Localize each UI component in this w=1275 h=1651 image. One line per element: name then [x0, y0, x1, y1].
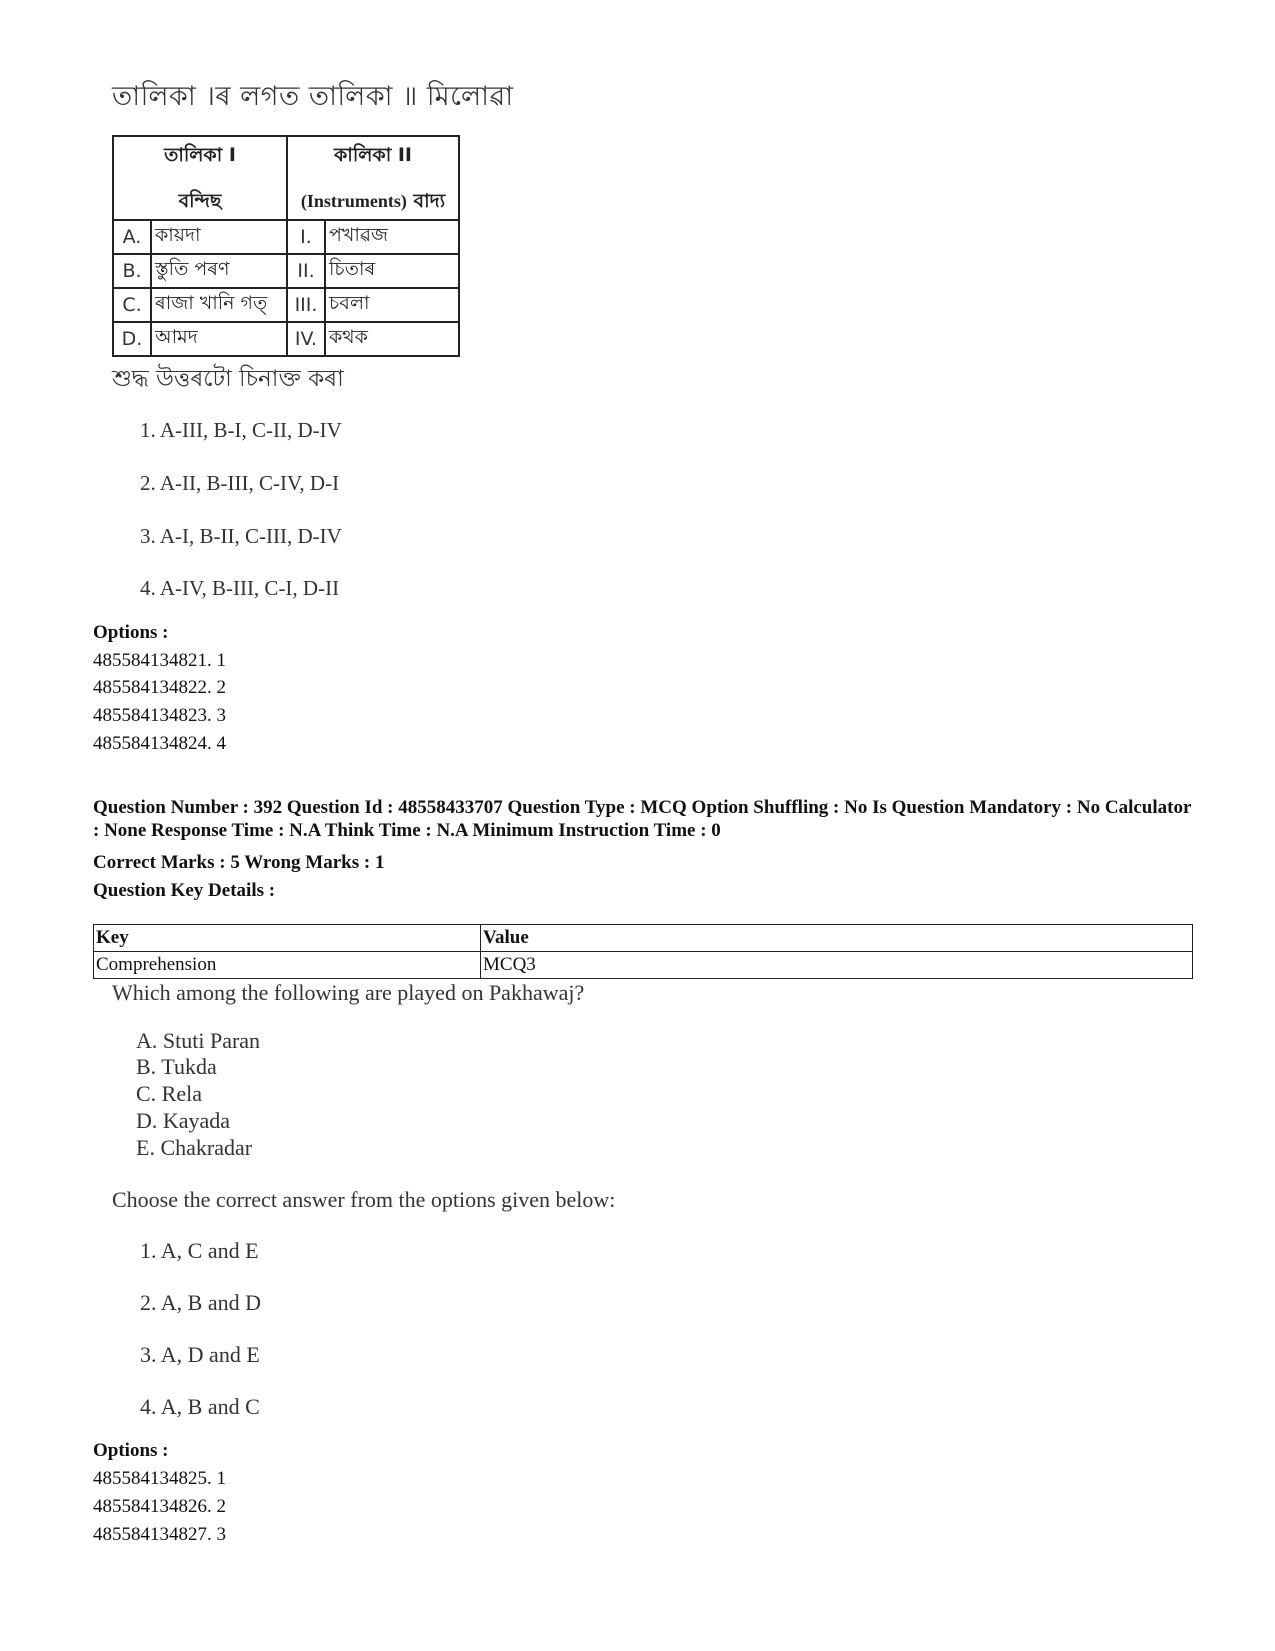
row-value: কায়দা	[151, 220, 287, 254]
row-label: II.	[287, 254, 325, 288]
row-label: A.	[113, 220, 151, 254]
q2-choose-text: Choose the correct answer from the options given below:	[112, 1187, 616, 1212]
row-label: C.	[113, 288, 151, 322]
q1-option-3: 485584134823. 3	[93, 705, 226, 726]
table-row	[113, 288, 459, 322]
table-row	[113, 254, 459, 288]
q2-item-e: E. Chakradar	[136, 1135, 253, 1160]
q2-answer-3: 3. A, D and E	[140, 1342, 260, 1367]
table-row	[94, 952, 1193, 979]
match-heading: তালিকা ।ৰ লগত তালিকা ॥ মিলোৱা	[112, 81, 514, 112]
list-2-subtitle	[291, 187, 455, 219]
q2-item-d: D. Kayada	[136, 1108, 231, 1133]
q2-marks: Correct Marks : 5 Wrong Marks : 1	[93, 852, 385, 873]
q2-answer-4: 4. A, B and C	[140, 1394, 260, 1419]
row-label: D.	[113, 322, 151, 356]
q2-item-c: C. Rela	[136, 1081, 202, 1106]
q2-key-details-title: Question Key Details :	[93, 880, 276, 901]
q1-option-4: 485584134824. 4	[93, 733, 226, 754]
q1-answer-2: 2. A-II, B-III, C-IV, D-I	[140, 471, 340, 495]
value-header: Value	[481, 925, 1193, 952]
q1-answer-1: 1. A-III, B-I, C-II, D-IV	[140, 418, 342, 442]
key-header: Key	[94, 925, 481, 952]
row-label: I.	[287, 220, 325, 254]
q1-option-2: 485584134822. 2	[93, 677, 226, 698]
list-1-title: তালিকা I	[164, 144, 236, 166]
table-row	[113, 322, 459, 356]
row-value: চিতাৰ	[325, 254, 459, 288]
q1-option-1: 485584134821. 1	[93, 650, 226, 671]
q2-item-a: A. Stuti Paran	[136, 1028, 261, 1053]
list-1-subtitle: বন্দিছ	[178, 190, 222, 212]
q2-option-2: 485584134826. 2	[93, 1496, 226, 1517]
row-label: III.	[287, 288, 325, 322]
q1-answer-3: 3. A-I, B-II, C-III, D-IV	[140, 524, 342, 548]
q1-answer-4: 4. A-IV, B-III, C-I, D-II	[140, 576, 340, 600]
table-row	[113, 220, 459, 254]
instruments-label-bn: বাদ্য	[413, 190, 446, 212]
row-value: স্তুতি পৰণ	[151, 254, 287, 288]
q2-option-1: 485584134825. 1	[93, 1468, 226, 1489]
value-cell: MCQ3	[481, 952, 1193, 979]
q2-question-text: Which among the following are played on Pakhawaj?	[112, 980, 585, 1005]
q2-option-3: 485584134827. 3	[93, 1524, 226, 1545]
q2-item-b: B. Tukda	[136, 1054, 217, 1079]
q2-answer-2: 2. A, B and D	[140, 1290, 261, 1315]
key-cell: Comprehension	[94, 952, 481, 979]
row-label: B.	[113, 254, 151, 288]
match-table	[112, 135, 460, 357]
list-1-header	[113, 136, 287, 220]
list-2-title: কালিকা II	[334, 144, 412, 166]
row-value: পখাৱজ	[325, 220, 459, 254]
row-value: আমদ	[151, 322, 287, 356]
q2-options-title: Options :	[93, 1440, 169, 1461]
row-value: কথক	[325, 322, 459, 356]
key-table	[93, 924, 1193, 979]
q1-prompt: শুদ্ধ উত্তৰটো চিনাক্ত কৰা	[112, 366, 344, 392]
table-row	[94, 925, 1193, 952]
row-value: ৰাজা খানি গত্	[151, 288, 287, 322]
q2-meta: Question Number : 392 Question Id : 48558433707 Question Type : MCQ Option Shuffling : No Is Question Mandatory : No Calculator : None Response Time : N.A Think Time : N.A Minimum Instruction Time : 0	[93, 797, 1192, 841]
row-label: IV.	[287, 322, 325, 356]
q1-options-title: Options :	[93, 622, 169, 643]
list-2-header	[287, 136, 459, 220]
row-value: চবলা	[325, 288, 459, 322]
q2-answer-1: 1. A, C and E	[140, 1238, 259, 1263]
instruments-label: (Instruments)	[300, 191, 407, 211]
